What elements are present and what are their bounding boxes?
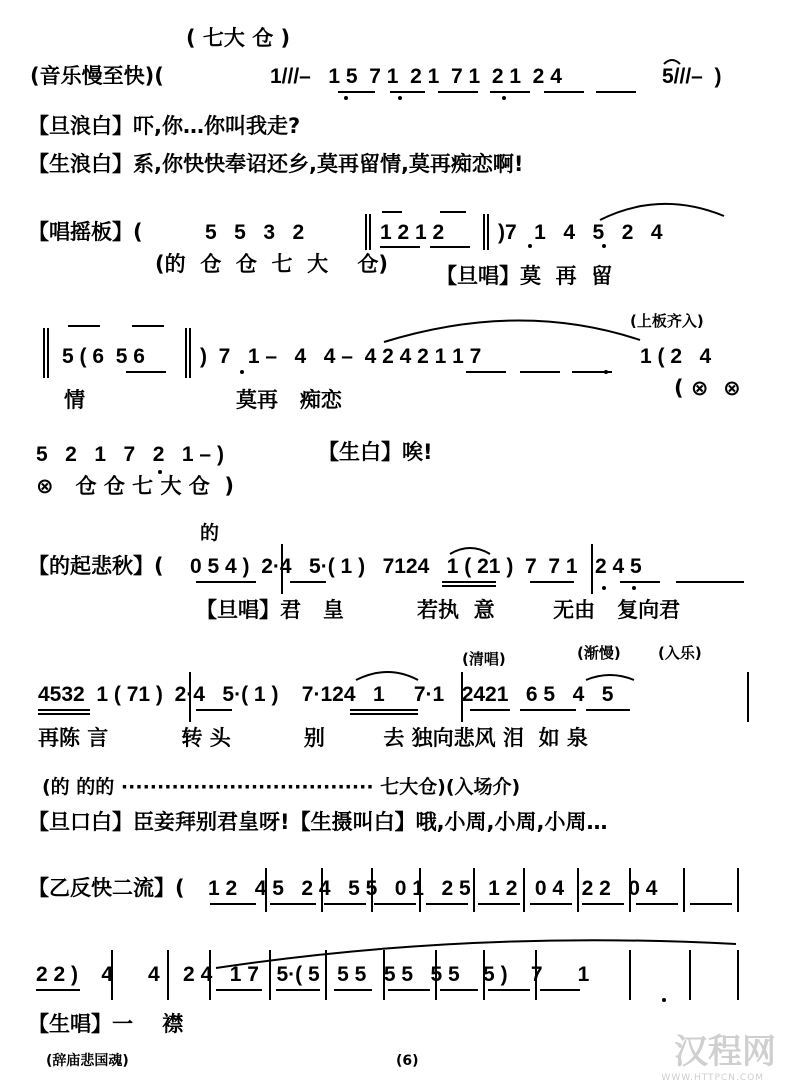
notes-repeat-2: 5 ( 6 5 6 [62, 345, 145, 368]
dialogue-dan: 【旦浪白】吓,你…你叫我走? [28, 114, 301, 138]
lyric-mozai-chilian: 莫再 痴恋 [236, 388, 342, 412]
lyric-sheng-final: 【生唱】一 襟 [28, 1012, 184, 1036]
annotation-shangban: (上板齐入) [630, 312, 704, 330]
annotation-jianman: (渐慢) [577, 644, 621, 662]
notes-yaoban-intro: 5 5 3 2 [205, 221, 305, 244]
lyric-dan-2: 【旦唱】君 皇 若执 意 无由 复向君 [196, 598, 681, 622]
notes-line-20: 2 2 ) 4 4 2 4 1 7 5·( 5 5 5 5 5 5 5 5 ) 7 1 [36, 963, 590, 986]
percussion-line-1: ( 七大 仓 ) [186, 26, 291, 50]
music-label-yifan: 【乙反快二流】( [28, 876, 185, 900]
notes-line-12: 0 5 4 ) 2·4 5·( 1 ) 7124 1 ( 21 ) 7 7 1 2 4 5 [190, 555, 642, 578]
watermark-url: WWW.HTTPCN.COM [661, 1073, 764, 1083]
music-label-yaoban: 【唱摇板】( [28, 220, 143, 244]
annotation-qingchang: (清唱) [462, 650, 506, 668]
notes-line-15: 4532 1 ( 71 ) 2·4 5·( 1 ) 7·124 1 7·1 2421 6 5 4 5 [38, 683, 614, 706]
notes-line-7-end: 1 ( 2 4 [640, 345, 712, 368]
notes-yaoban-repeat: 1 2 1 2 [380, 221, 445, 244]
notes-line-1: 1///– 1 5 7 1 2 1 7 1 2 1 2 4 [270, 65, 562, 88]
annotation-de: 的 [200, 522, 220, 544]
page-number: (6) [396, 1053, 419, 1069]
dialogue-sheng-ai: 【生白】唉! [318, 440, 433, 464]
music-label-1: (音乐慢至快)( [30, 64, 164, 88]
lyric-dan-1: 【旦唱】莫 再 留 [436, 264, 613, 288]
notes-line-19: 1 2 4 5 2 4 5 5 0 1 2 5 1 2 0 4 2 2 0 4 [208, 877, 658, 900]
percussion-line-3: ( ⊗ ⊗ [674, 376, 741, 400]
percussion-entrance: (的 的的 ··································· 七大仓)(入场介) [42, 776, 521, 798]
notes-line-7: ) 7 1 – 4 4 – 4 2 4 2 1 1 7 [200, 345, 482, 368]
notes-line-1-end: 5///– ) [662, 65, 722, 88]
watermark-logo: 汉程网 [674, 1032, 776, 1072]
dialogue-sheng: 【生浪白】系,你快快奉诏还乡,莫再留情,莫再痴恋啊! [28, 152, 524, 176]
notes-yaoban-melody: )7 1 4 5 2 4 [498, 221, 663, 244]
annotation-ruyue: (入乐) [658, 644, 702, 662]
percussion-line-2: (的 仓 仓 七 大 仓) [155, 252, 388, 276]
lyric-qing: 情 [64, 388, 85, 412]
footer-title: (辞庙悲国魂) [46, 1053, 129, 1069]
music-label-qibeiqiu: 【的起悲秋】( [28, 554, 164, 578]
percussion-line-4: ⊗ 仓 仓 七 大 仓 ) [36, 474, 234, 498]
lyric-line-16: 再陈 言 转 头 别 去 独向悲风 泪 如 泉 [38, 726, 588, 750]
dialogue-line-18: 【旦口白】臣妾拜别君皇呀!【生摄叫白】哦,小周,小周,小周… [28, 810, 608, 834]
notes-line-9: 5 2 1 7 2 1 – ) [36, 443, 224, 466]
